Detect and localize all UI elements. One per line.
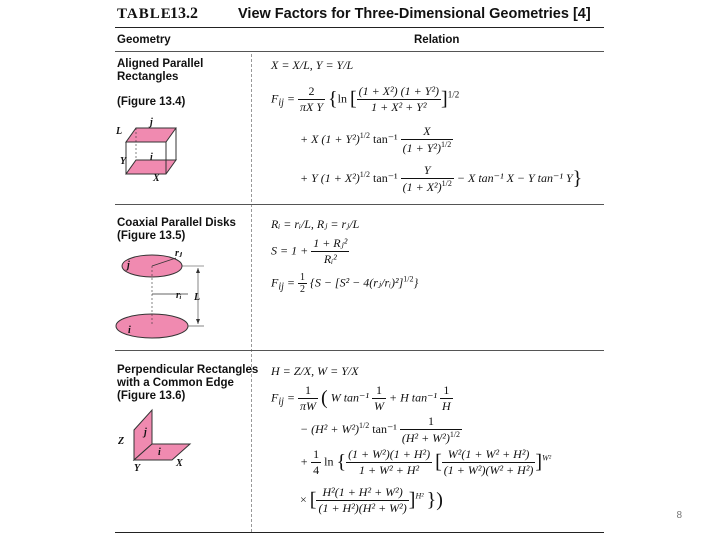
perpendicular-rectangles-figure [112, 404, 202, 480]
fig1-label-Y: Y [120, 156, 127, 167]
row2-s-equation: S = 1 + $\frac{\text{1 + Rⱼ²}}{\text{Rᵢ²}}$ [271, 236, 348, 266]
fig3-label-X: X [176, 458, 183, 469]
fig1-label-j: j [150, 117, 153, 128]
row1-figure-ref: (Figure 13.4) [117, 96, 186, 108]
table-number: 13.2 [170, 5, 198, 22]
row1-eq-line3: + Y $(1 + X^2)^{1/2}$ tan⁻¹ $\frac{Y}{(1 + X^2)^{1/2}}$ − X tan⁻¹ X − Y tan⁻¹ Y} [300, 163, 583, 194]
fig3-label-i: i [158, 447, 161, 458]
row1-divider [115, 204, 604, 205]
fig2-label-i: i [128, 325, 131, 336]
row3-eq-line3: + $\frac{1}{4}$ ln { $\frac{\text{(1 + W²)(1 + H²)}}{\text{1 + W² + H²}}$ [ $\frac{\text{W²(1 + W² + H²)}}{\text{(1 + W²)(W² + H²)}}$ ]$^{W^2}$ [300, 447, 552, 477]
row2-variables: Rᵢ = rᵢ/L, Rⱼ = rⱼ/L [271, 217, 360, 231]
row3-label: Perpendicular Rectangles with a Common Edge (Figure 13.6) [117, 364, 259, 402]
fig3-label-Z: Z [118, 436, 125, 447]
fig2-label-L: L [194, 292, 201, 303]
fig2-label-ri: rᵢ [176, 290, 182, 301]
table-title: View Factors for Three-Dimensional Geometries [4] [238, 6, 591, 22]
row2-divider [115, 350, 604, 351]
col-header-geometry: Geometry [117, 34, 171, 46]
row3-variables: H = Z/X, W = Y/X [271, 364, 359, 378]
col-header-relation: Relation [414, 34, 460, 46]
fig1-label-X: X [153, 173, 160, 184]
fig1-label-i: i [150, 152, 153, 163]
row3-eq-line1: $F_{ij}$ = $\frac{1}{\pi W}$ ( W tan⁻¹ $\frac{1}{W}$ + H tan⁻¹ $\frac{1}{H}$ [271, 383, 451, 413]
row3-eq-line4: × [ $\frac{\text{H²(1 + H² + W²)}}{\text{(1 + H²)(H² + W²)}}$ ]$^{H^2}$ }) [300, 485, 443, 515]
bottom-rule [115, 532, 604, 533]
row2-f-equation: $F_{ij}$ = $\frac{1}{2}$ {S − [S² − 4(rⱼ/rᵢ)²]$^{1/2}$} [271, 272, 419, 295]
fig3-label-Y: Y [134, 463, 141, 474]
fig3-label-j: j [144, 427, 147, 438]
row1-variables: X = X/L, Y = Y/L [271, 58, 354, 72]
fig2-label-j: j [127, 260, 130, 271]
fig1-label-L: L [116, 126, 123, 137]
row1-eq-line1: $F_{ij}$ = $\frac{2}{\text{πX Y}}$ {ln [ $\frac{\text{(1 + X²) (1 + Y²)}}{\text{1 + X² + Y²}}$ ]$^{1/2}$ [271, 84, 460, 114]
row1-label: Aligned Parallel Rectangles [117, 58, 204, 83]
row3-eq-line2: − $(H^2 + W^2)^{1/2}$ tan⁻¹ $\frac{1}{(H^2 + W^2)^{1/2}}$ [300, 414, 461, 445]
row2-label: Coaxial Parallel Disks (Figure 13.5) [117, 217, 236, 242]
page-number: 8 [676, 510, 682, 521]
header-rule [115, 51, 604, 52]
row1-eq-line2: + X $(1 + Y^2)^{1/2}$ tan⁻¹ $\frac{X}{(1 + Y^2)^{1/2}}$ [300, 124, 452, 155]
fig2-label-rj: rⱼ [175, 248, 183, 259]
table-tag: TABLE [117, 6, 172, 22]
column-divider [251, 54, 252, 532]
top-rule [115, 27, 604, 28]
